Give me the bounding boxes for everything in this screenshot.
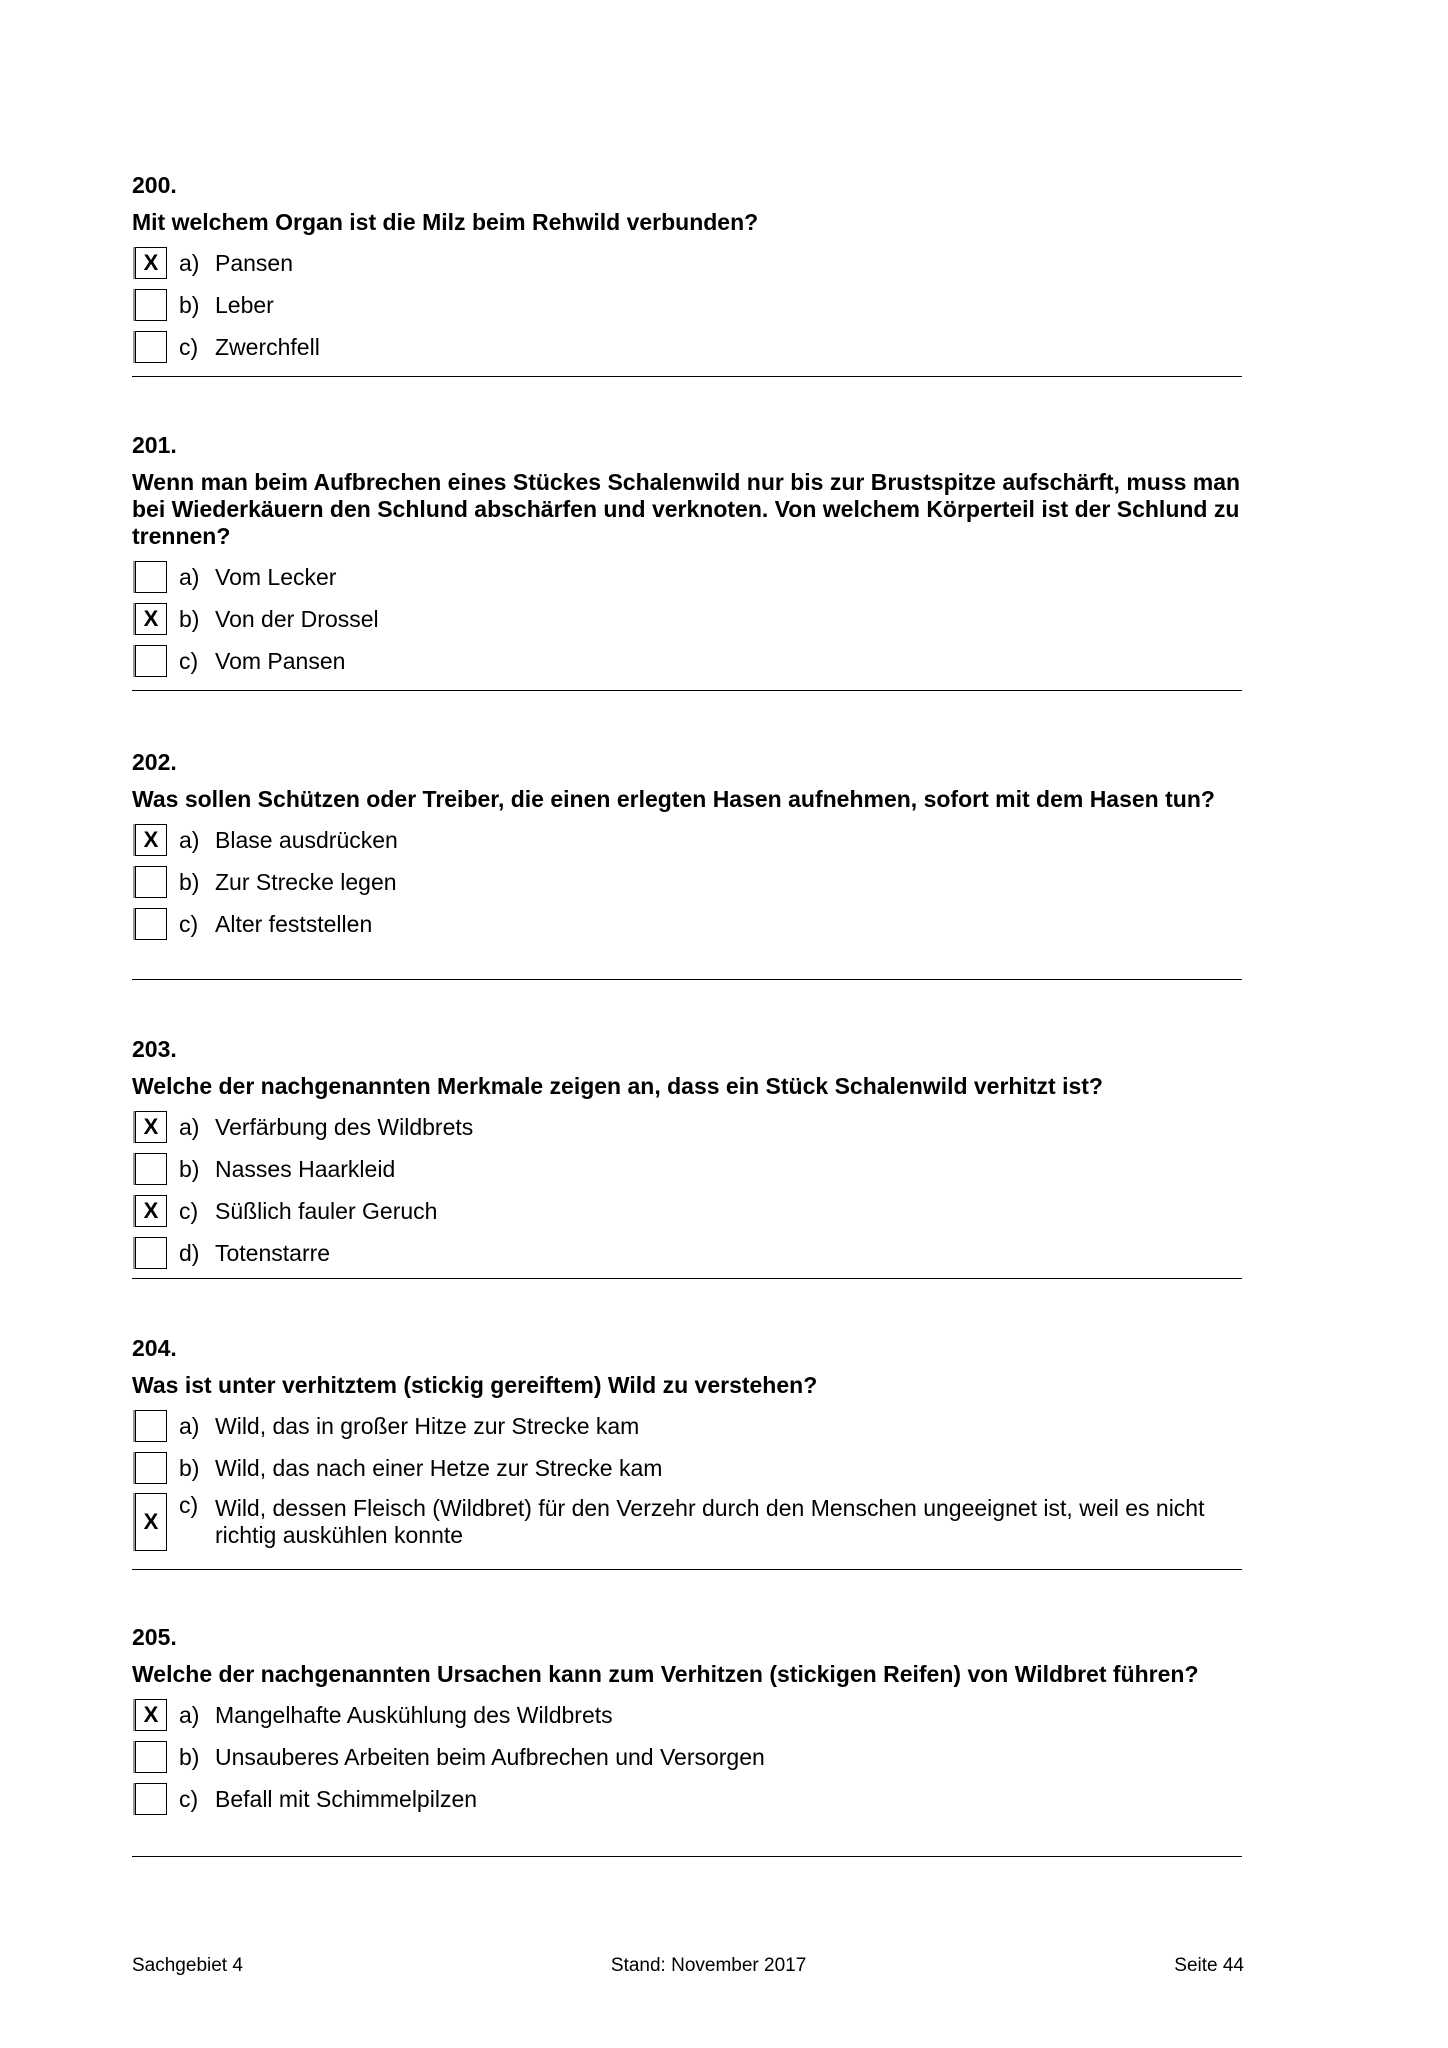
option-b xyxy=(132,1739,1242,1775)
option-text: Wild, das nach einer Hetze zur Strecke kam xyxy=(215,1454,663,1481)
option-b xyxy=(132,601,1242,637)
question-number: 202. xyxy=(132,749,177,775)
option-c xyxy=(132,1492,1242,1552)
option-c xyxy=(132,1193,1242,1229)
option-c xyxy=(132,906,1242,942)
option-letter: c) xyxy=(179,1492,199,1518)
answer-checkbox[interactable] xyxy=(135,1410,167,1442)
option-letter: a) xyxy=(179,826,200,853)
option-letter: a) xyxy=(179,1113,200,1140)
footer-section: Sachgebiet 4 xyxy=(132,1955,243,1976)
option-text: Von der Drossel xyxy=(215,605,379,632)
option-a xyxy=(132,1109,1242,1145)
question-text: Wenn man beim Aufbrechen eines Stückes Schalenwild nur bis zur Brustspitze aufschärft, muss man bei Wiederkäuern den Schlund abschärfen und verknoten. Von welchem Körperteil ist der Schlund zu trennen? xyxy=(132,469,1241,549)
question-text: Mit welchem Organ ist die Milz beim Rehwild verbunden? xyxy=(132,209,759,235)
option-letter: c) xyxy=(179,647,199,674)
answer-checkbox[interactable] xyxy=(135,908,167,940)
option-letter: c) xyxy=(179,910,199,937)
option-letter: c) xyxy=(179,1785,199,1812)
option-letter: d) xyxy=(179,1239,200,1266)
answer-checkbox[interactable] xyxy=(135,1153,167,1185)
answer-checkbox[interactable] xyxy=(135,645,167,677)
option-text: Pansen xyxy=(215,249,294,276)
option-text: Süßlich fauler Geruch xyxy=(215,1197,438,1224)
question-text: Was ist unter verhitztem (stickig gereiftem) Wild zu verstehen? xyxy=(132,1372,818,1398)
answer-checkbox[interactable]: X xyxy=(135,1493,167,1551)
option-letter: b) xyxy=(179,1155,200,1182)
option-letter: b) xyxy=(179,1454,200,1481)
question-number: 204. xyxy=(132,1335,177,1361)
option-c xyxy=(132,329,1242,365)
option-c xyxy=(132,643,1242,679)
question-201 xyxy=(132,432,1242,691)
option-letter: a) xyxy=(179,1412,200,1439)
answer-checkbox[interactable] xyxy=(135,289,167,321)
question-number: 203. xyxy=(132,1036,177,1062)
option-b xyxy=(132,1151,1242,1187)
question-202 xyxy=(132,749,1242,980)
answer-checkbox[interactable]: X xyxy=(135,1699,167,1731)
answer-checkbox[interactable]: X xyxy=(135,247,167,279)
option-text: Verfärbung des Wildbrets xyxy=(215,1113,474,1140)
option-text: Zwerchfell xyxy=(215,333,320,360)
option-letter: b) xyxy=(179,868,200,895)
option-text: Unsauberes Arbeiten beim Aufbrechen und Versorgen xyxy=(215,1743,765,1770)
answer-checkbox[interactable] xyxy=(135,561,167,593)
option-text: Wild, dessen Fleisch (Wildbret) für den Verzehr durch den Menschen ungeeignet ist, weil es nicht richtig auskühlen konnte xyxy=(215,1495,1205,1548)
option-letter: c) xyxy=(179,333,199,360)
option-b xyxy=(132,1450,1242,1486)
option-text: Leber xyxy=(215,291,274,318)
question-text: Welche der nachgenannten Ursachen kann zum Verhitzen (stickigen Reifen) von Wildbret führen? xyxy=(132,1661,1199,1687)
option-letter: a) xyxy=(179,249,200,276)
question-205 xyxy=(132,1624,1242,1857)
option-d xyxy=(132,1235,1242,1271)
answer-checkbox[interactable]: X xyxy=(135,1195,167,1227)
question-number: 200. xyxy=(132,172,177,198)
option-b xyxy=(132,864,1242,900)
option-text: Wild, das in großer Hitze zur Strecke kam xyxy=(215,1412,640,1439)
answer-checkbox[interactable]: X xyxy=(135,824,167,856)
footer-page-number: Seite 44 xyxy=(1174,1955,1244,1976)
answer-checkbox[interactable] xyxy=(135,331,167,363)
option-b xyxy=(132,287,1242,323)
option-letter: a) xyxy=(179,563,200,590)
option-text: Befall mit Schimmelpilzen xyxy=(215,1785,478,1812)
option-text: Nasses Haarkleid xyxy=(215,1155,396,1182)
option-letter: b) xyxy=(179,605,200,632)
question-text: Welche der nachgenannten Merkmale zeigen an, dass ein Stück Schalenwild verhitzt ist? xyxy=(132,1073,1103,1099)
option-text: Blase ausdrücken xyxy=(215,826,398,853)
question-203 xyxy=(132,1036,1242,1279)
answer-checkbox[interactable] xyxy=(135,1237,167,1269)
question-text: Was sollen Schützen oder Treiber, die einen erlegten Hasen aufnehmen, sofort mit dem Hasen tun? xyxy=(132,786,1215,812)
page-footer xyxy=(132,1955,1244,1977)
option-letter: b) xyxy=(179,1743,200,1770)
option-text: Alter feststellen xyxy=(215,910,373,937)
option-text: Zur Strecke legen xyxy=(215,868,397,895)
answer-checkbox[interactable] xyxy=(135,1783,167,1815)
answer-checkbox[interactable] xyxy=(135,1452,167,1484)
option-text: Vom Pansen xyxy=(215,647,346,674)
option-text: Totenstarre xyxy=(215,1239,331,1266)
option-letter: c) xyxy=(179,1197,199,1224)
option-a xyxy=(132,1697,1242,1733)
option-a xyxy=(132,559,1242,595)
option-text: Mangelhafte Auskühlung des Wildbrets xyxy=(215,1701,613,1728)
question-200 xyxy=(132,172,1242,377)
option-a xyxy=(132,1408,1242,1444)
option-letter: a) xyxy=(179,1701,200,1728)
option-c xyxy=(132,1781,1242,1817)
answer-checkbox[interactable]: X xyxy=(135,1111,167,1143)
option-a xyxy=(132,245,1242,281)
question-204 xyxy=(132,1335,1242,1570)
question-number: 205. xyxy=(132,1624,177,1650)
option-a xyxy=(132,822,1242,858)
footer-date: Stand: November 2017 xyxy=(610,1955,807,1976)
answer-checkbox[interactable]: X xyxy=(135,603,167,635)
option-text: Vom Lecker xyxy=(215,563,337,590)
question-number: 201. xyxy=(132,432,177,458)
answer-checkbox[interactable] xyxy=(135,866,167,898)
option-letter: b) xyxy=(179,291,200,318)
answer-checkbox[interactable] xyxy=(135,1741,167,1773)
